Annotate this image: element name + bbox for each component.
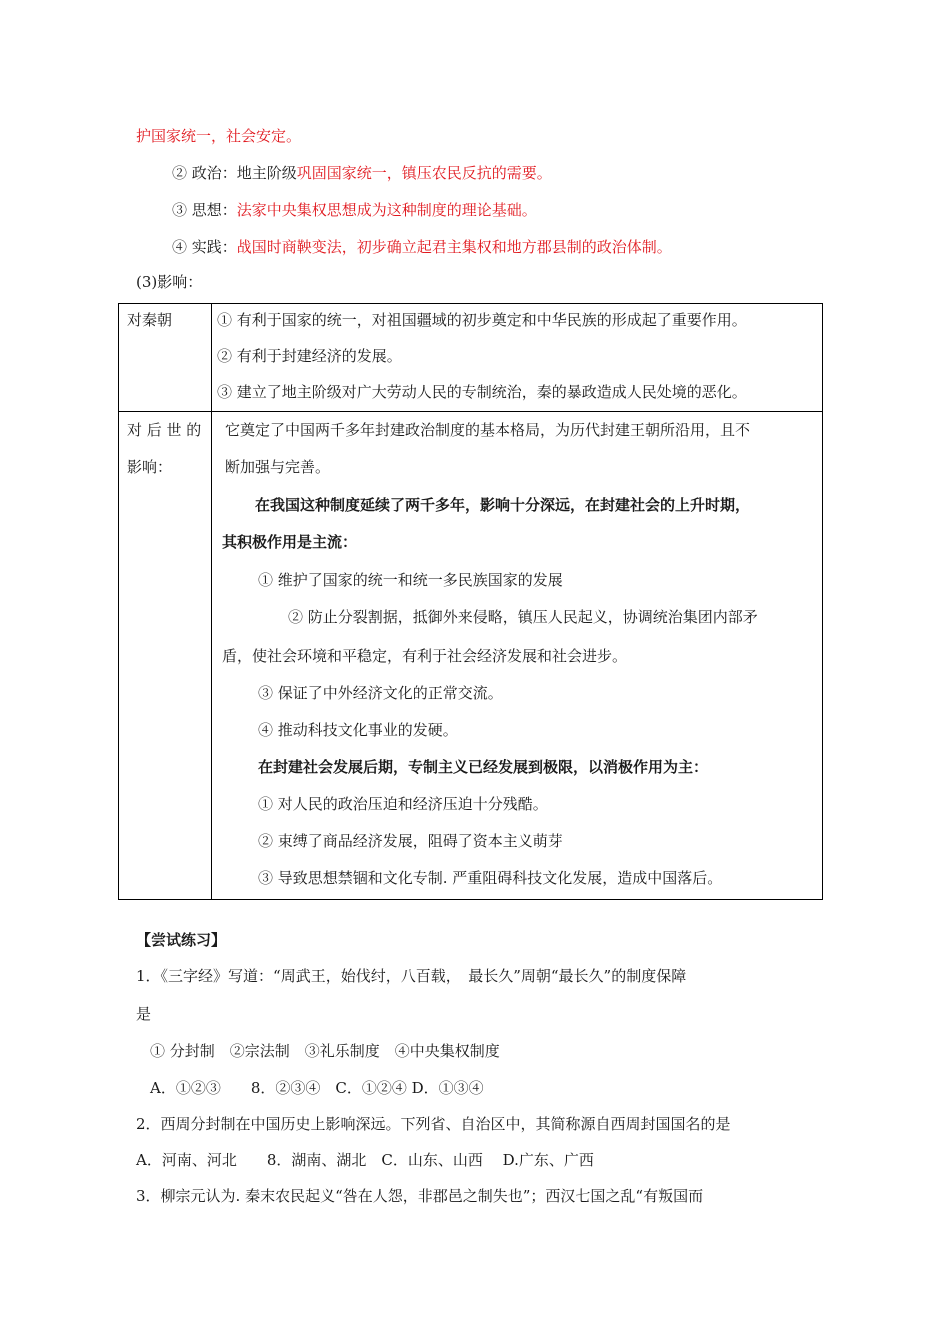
bold-paragraph-line: 其积极作用是主流： [222,533,358,551]
list-item: ② 有利于封建经济的发展。 [217,347,402,365]
list-item: ③ 保证了中外经济文化的正常交流。 [258,684,503,702]
list-item: ② 束缚了商品经济发展，阻碍了资本主义萌芽 [258,832,563,850]
practice-item [172,237,672,257]
row-head-qin [119,304,212,412]
impact-heading: (3)影响： [136,273,203,291]
paragraph-line: 断加强与完善。 [225,458,331,476]
table-row [119,412,823,900]
list-item: ① 有利于国家的统一，对祖国疆域的初步奠定和中华民族的形成起了重要作用。 [217,311,747,329]
thought-item [172,200,537,220]
political-label: ② 政治：地主阶级 [172,164,297,182]
row-head-label: 对 后 世 的 [127,421,202,439]
question-2: 2．西周分封制在中国历史上影响深远。下列省、自治区中，其简称源自西周封国国名的是 [136,1115,731,1133]
question-3: 3．柳宗元认为. 秦末农民起义“咎在人怨，非郡邑之制失也”；西汉七国之乱“有叛国而 [136,1187,704,1205]
question-1-options: ① 分封制 ②宗法制 ③礼乐制度 ④中央集权制度 [150,1042,500,1060]
row-content-qin [212,304,823,412]
paragraph-line: 它奠定了中国两千多年封建政治制度的基本格局，为历代封建王朝所沿用，且不 [225,421,751,439]
bold-paragraph-line: 在我国这种制度延续了两千多年，影响十分深远，在封建社会的上升时期， [255,496,751,514]
list-item: ① 对人民的政治压迫和经济压迫十分残酷。 [258,795,548,813]
bold-paragraph-line: 在封建社会发展后期，专制主义已经发展到极限，以消极作用为主： [258,758,709,776]
practice-label: ④ 实践： [172,238,237,256]
thought-text: 法家中央集权思想成为这种制度的理论基础。 [236,201,537,219]
list-item: ① 维护了国家的统一和统一多民族国家的发展 [258,571,563,589]
row-head-later [119,412,212,900]
practice-text: 战国时商鞅变法，初步确立起君主集权和地方郡县制的政治体制。 [236,238,672,256]
impact-table [118,303,823,900]
question-1-continued: 是 [136,1005,152,1023]
political-text: 巩固国家统一，镇压农民反抗的需要。 [296,164,552,182]
political-item [172,163,552,183]
list-item: ④ 推动科技文化事业的发硬。 [258,721,458,739]
question-1: 1．《三字经》写道：“周武王，始伐纣，八百载， 最长久”周朝“最长久”的制度保障 [136,967,687,985]
intro-line: 护国家统一，社会安定。 [136,127,302,145]
list-item: ③ 建立了地主阶级对广大劳动人民的专制统治，秦的暴政造成人民处境的恶化。 [217,383,747,401]
table-row [119,304,823,412]
row-head-label: 影响： [127,458,173,476]
row-head-label: 对秦朝 [127,311,173,329]
question-2-choices: A．河南、河北 8．湖南、湖北 C．山东、山西 D.广东、广西 [136,1151,594,1169]
list-item: 盾，使社会环境和平稳定，有利于社会经济发展和社会进步。 [222,647,628,665]
question-1-choices: A．①②③ 8．②③④ C．①②④ D．①③④ [150,1079,484,1097]
list-item: ③ 导致思想禁锢和文化专制. 严重阻碍科技文化发展，造成中国落后。 [258,869,723,887]
list-item: ② 防止分裂割据，抵御外来侵略，镇压人民起义，协调统治集团内部矛 [288,608,758,626]
row-content-later [212,412,823,900]
thought-label: ③ 思想： [172,201,237,219]
practice-heading: 【尝试练习】 [136,931,227,949]
